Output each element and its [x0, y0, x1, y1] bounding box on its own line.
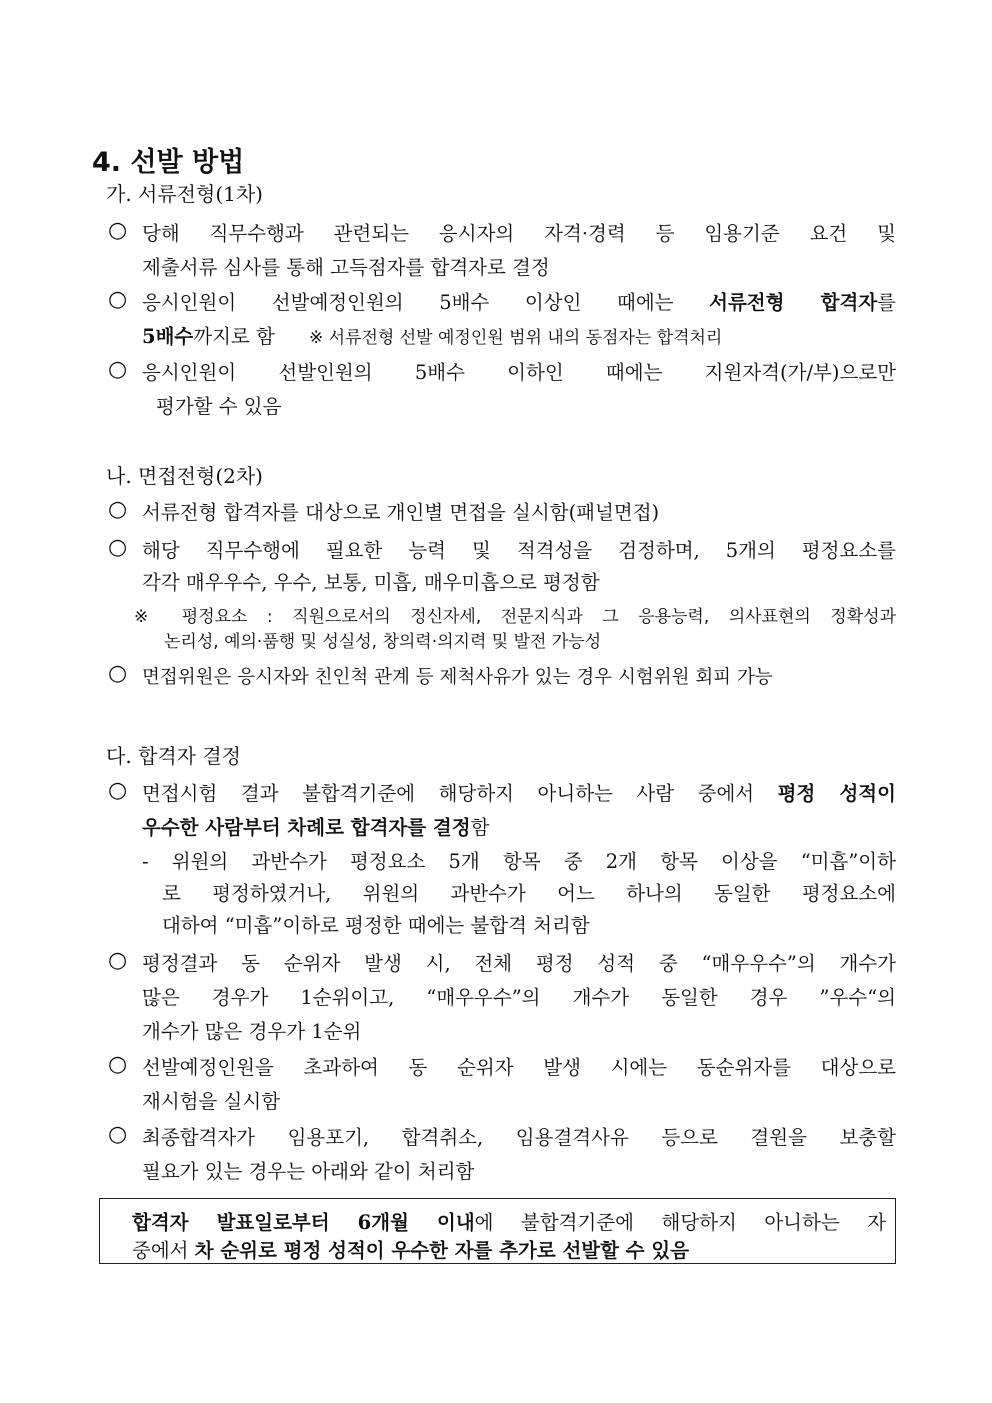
paragraph-line: 평가할 수 있음 — [156, 395, 282, 418]
paragraph-line: 서류전형 합격자를 대상으로 개인별 면접을 실시함(패널면접) — [142, 501, 660, 524]
text: 면접시험 결과 불합격기준에 해당하지 아니하는 사람 중에서 — [142, 782, 778, 805]
paragraph-line: 평정결과 동 순위자 발생 시, 전체 평정 성적 중 “매우우수”의 개수가 — [142, 952, 896, 975]
dash-line: 대하여 “미흡”이하로 평정한 때에는 불합격 처리함 — [162, 914, 590, 937]
note-line: 논리성, 예의·품행 및 성실성, 창의력·의지력 및 발전 가능성 — [164, 632, 602, 652]
circle-bullet-icon: ○ — [108, 218, 128, 243]
dash-line: 로 평정하였거나, 위원의 과반수가 어느 하나의 동일한 평정요소에 — [162, 882, 896, 905]
paragraph-line: 응시인원이 선발인원의 5배수 이하인 때에는 지원자격(가/부)으로만 — [142, 361, 896, 384]
paragraph-line: 제출서류 심사를 통해 고득점자를 합격자로 결정 — [142, 256, 550, 279]
bold-text: 우수한 사람부터 차례로 합격자를 결정 — [142, 816, 471, 839]
subsection-heading-interview: 나. 면접전형(2차) — [106, 464, 263, 488]
section-title: 선발 방법 — [130, 147, 245, 178]
text: 함 — [470, 816, 490, 839]
note-line: ※ 평정요소 : 직원으로서의 정신자세, 전문지식과 그 응용능력, 의사표현의 정확성과 — [134, 607, 896, 627]
paragraph-line: 최종합격자가 임용포기, 합격취소, 임용결격사유 등으로 결원을 보충할 — [142, 1126, 896, 1149]
circle-bullet-icon: ○ — [108, 357, 128, 382]
circle-bullet-icon: ○ — [108, 287, 128, 312]
text: 중에서 — [132, 1239, 195, 1262]
paragraph-line — [142, 812, 489, 840]
paragraph-line: 개수가 많은 경우가 1순위 — [142, 1020, 362, 1043]
dash-line: - 위원의 과반수가 평정요소 5개 항목 중 2개 항목 이상을 “미흡”이하 — [142, 850, 896, 873]
circle-bullet-icon: ○ — [108, 1122, 128, 1147]
bold-text: 합격자 발표일로부터 6개월 이내 — [132, 1211, 475, 1234]
circle-bullet-icon: ○ — [108, 535, 128, 560]
section-heading — [92, 140, 244, 179]
paragraph-line: 선발예정인원을 초과하여 동 순위자 발생 시에는 동순위자를 대상으로 — [142, 1056, 896, 1079]
notice-line — [132, 1235, 689, 1263]
bold-text: 서류전형 합격자 — [709, 291, 878, 314]
bold-text: 5배수 — [142, 325, 194, 348]
paragraph-line: 재시험을 실시함 — [142, 1090, 281, 1113]
paragraph-line: 해당 직무수행에 필요한 능력 및 적격성을 검정하며, 5개의 평정요소를 — [142, 539, 896, 562]
notice-box — [99, 1198, 896, 1264]
note-text: ※ 서류전형 선발 예정인원 범위 내의 동점자는 합격처리 — [309, 328, 723, 348]
paragraph-line — [142, 321, 722, 349]
circle-bullet-icon: ○ — [108, 948, 128, 973]
paragraph-line: 많은 경우가 1순위이고, “매우우수”의 개수가 동일한 경우 ”우수“의 — [142, 986, 896, 1009]
paragraph-line — [142, 778, 896, 806]
bold-text: 평정 성적이 — [777, 782, 896, 805]
bold-text: 차 순위로 평정 성적이 우수한 자를 추가로 선발할 수 있음 — [194, 1239, 690, 1262]
paragraph-line: 면접위원은 응시자와 친인척 관계 등 제척사유가 있는 경우 시험위원 회피 가능 — [142, 667, 773, 688]
text: 에 불합격기준에 해당하지 아니하는 자 — [474, 1211, 886, 1234]
notice-line — [132, 1207, 886, 1235]
paragraph-line — [142, 287, 896, 315]
paragraph-line: 당해 직무수행과 관련되는 응시자의 자격·경력 등 임용기준 요건 및 — [142, 222, 896, 245]
circle-bullet-icon: ○ — [108, 1052, 128, 1077]
circle-bullet-icon: ○ — [108, 497, 128, 522]
circle-bullet-icon: ○ — [108, 661, 128, 686]
paragraph-line: 필요가 있는 경우는 아래와 같이 처리함 — [142, 1160, 475, 1183]
text: 까지로 함 — [193, 325, 275, 348]
subsection-heading-document-screening: 가. 서류전형(1차) — [106, 182, 263, 206]
text: 응시인원이 선발예정인원의 5배수 이상인 때에는 — [142, 291, 710, 314]
subsection-heading-final-decision: 다. 합격자 결정 — [106, 744, 241, 768]
paragraph-line: 각각 매우우수, 우수, 보통, 미흡, 매우미흡으로 평정함 — [142, 571, 600, 594]
text: 를 — [877, 291, 896, 314]
section-number: 4. — [92, 147, 122, 178]
circle-bullet-icon: ○ — [108, 778, 128, 803]
